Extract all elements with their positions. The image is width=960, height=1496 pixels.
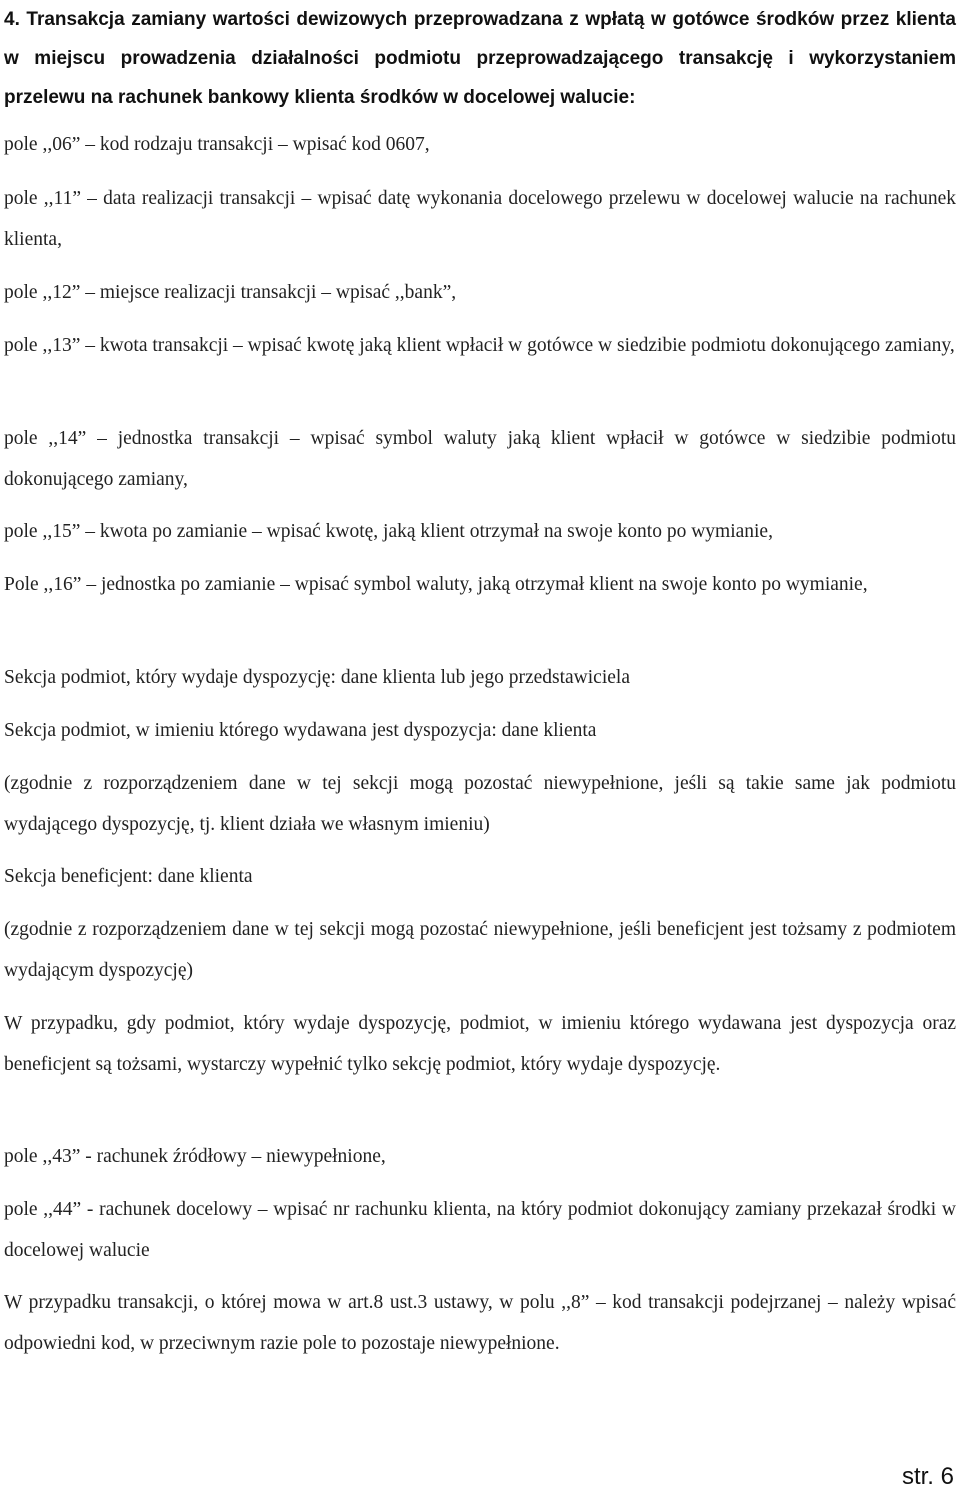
section-principal-note: (zgodnie z rozporządzeniem dane w tej sekcji mogą pozostać niewypełnione, jeśli są takie same jak podmiotu wydającego dyspozycję, tj. klient działa we własnym imieniu) xyxy=(4,773,956,835)
section-beneficiary-note: (zgodnie z rozporządzeniem dane w tej sekcji mogą pozostać niewypełnione, jeśli beneficjent jest tożsamy z podmiotem wydającym dyspozycję) xyxy=(4,919,956,981)
suspicious-transaction-paragraph: W przypadku transakcji, o której mowa w art.8 ust.3 ustawy, w polu ,,8” – kod transakcji podejrzanej – należy wpisać odpowiedni kod, w przeciwnym razie pole to pozostaje niewypełnione. xyxy=(4,1292,956,1354)
field-44-paragraph: pole ,,44” - rachunek docelowy – wpisać nr rachunku klienta, na który podmiot dokonujący zamiany przekazał środki w docelowej walucie xyxy=(4,1199,956,1261)
field-12-paragraph: pole ,,12” – miejsce realizacji transakcji – wpisać ,,bank”, xyxy=(4,282,457,303)
identity-case-paragraph: W przypadku, gdy podmiot, który wydaje dyspozycję, podmiot, w imieniu którego wydawana jest dyspozycja oraz beneficjent są tożsami, wystarczy wypełnić tylko sekcję podmiot, który wydaje dyspozycję. xyxy=(4,1013,956,1075)
field-06-paragraph: pole ,,06” – kod rodzaju transakcji – wpisać kod 0607, xyxy=(4,134,430,155)
section-heading: 4. Transakcja zamiany wartości dewizowych przeprowadzana z wpłatą w gotówce środków przez klienta w miejscu prowadzenia działalności podmiotu przeprowadzającego transakcję i wykorzystaniem przelewu na rachunek bankowy klienta środków w docelowej walucie: xyxy=(4,9,956,108)
field-43-paragraph: pole ,,43” - rachunek źródłowy – niewypełnione, xyxy=(4,1146,386,1167)
field-15-paragraph: pole ,,15” – kwota po zamianie – wpisać kwotę, jaką klient otrzymał na swoje konto po wymianie, xyxy=(4,521,773,542)
section-issuer-paragraph: Sekcja podmiot, który wydaje dyspozycję: dane klienta lub jego przedstawiciela xyxy=(4,667,630,688)
field-14-paragraph: pole ,,14” – jednostka transakcji – wpisać symbol waluty jaką klient wpłacił w gotówce w siedzibie podmiotu dokonującego zamiany, xyxy=(4,428,956,490)
field-16-paragraph: Pole ,,16” – jednostka po zamianie – wpisać symbol waluty, jaką otrzymał klient na swoje konto po wymianie, xyxy=(4,574,868,595)
field-11-paragraph: pole ,,11” – data realizacji transakcji – wpisać datę wykonania docelowego przelewu w docelowej walucie na rachunek klienta, xyxy=(4,188,956,250)
section-principal-paragraph: Sekcja podmiot, w imieniu którego wydawana jest dyspozycja: dane klienta xyxy=(4,720,597,741)
section-beneficiary-paragraph: Sekcja beneficjent: dane klienta xyxy=(4,866,253,887)
field-13-paragraph: pole ,,13” – kwota transakcji – wpisać kwotę jaką klient wpłacił w gotówce w siedzibie podmiotu dokonującego zamiany, xyxy=(4,335,955,356)
page-number: str. 6 xyxy=(901,1463,954,1490)
